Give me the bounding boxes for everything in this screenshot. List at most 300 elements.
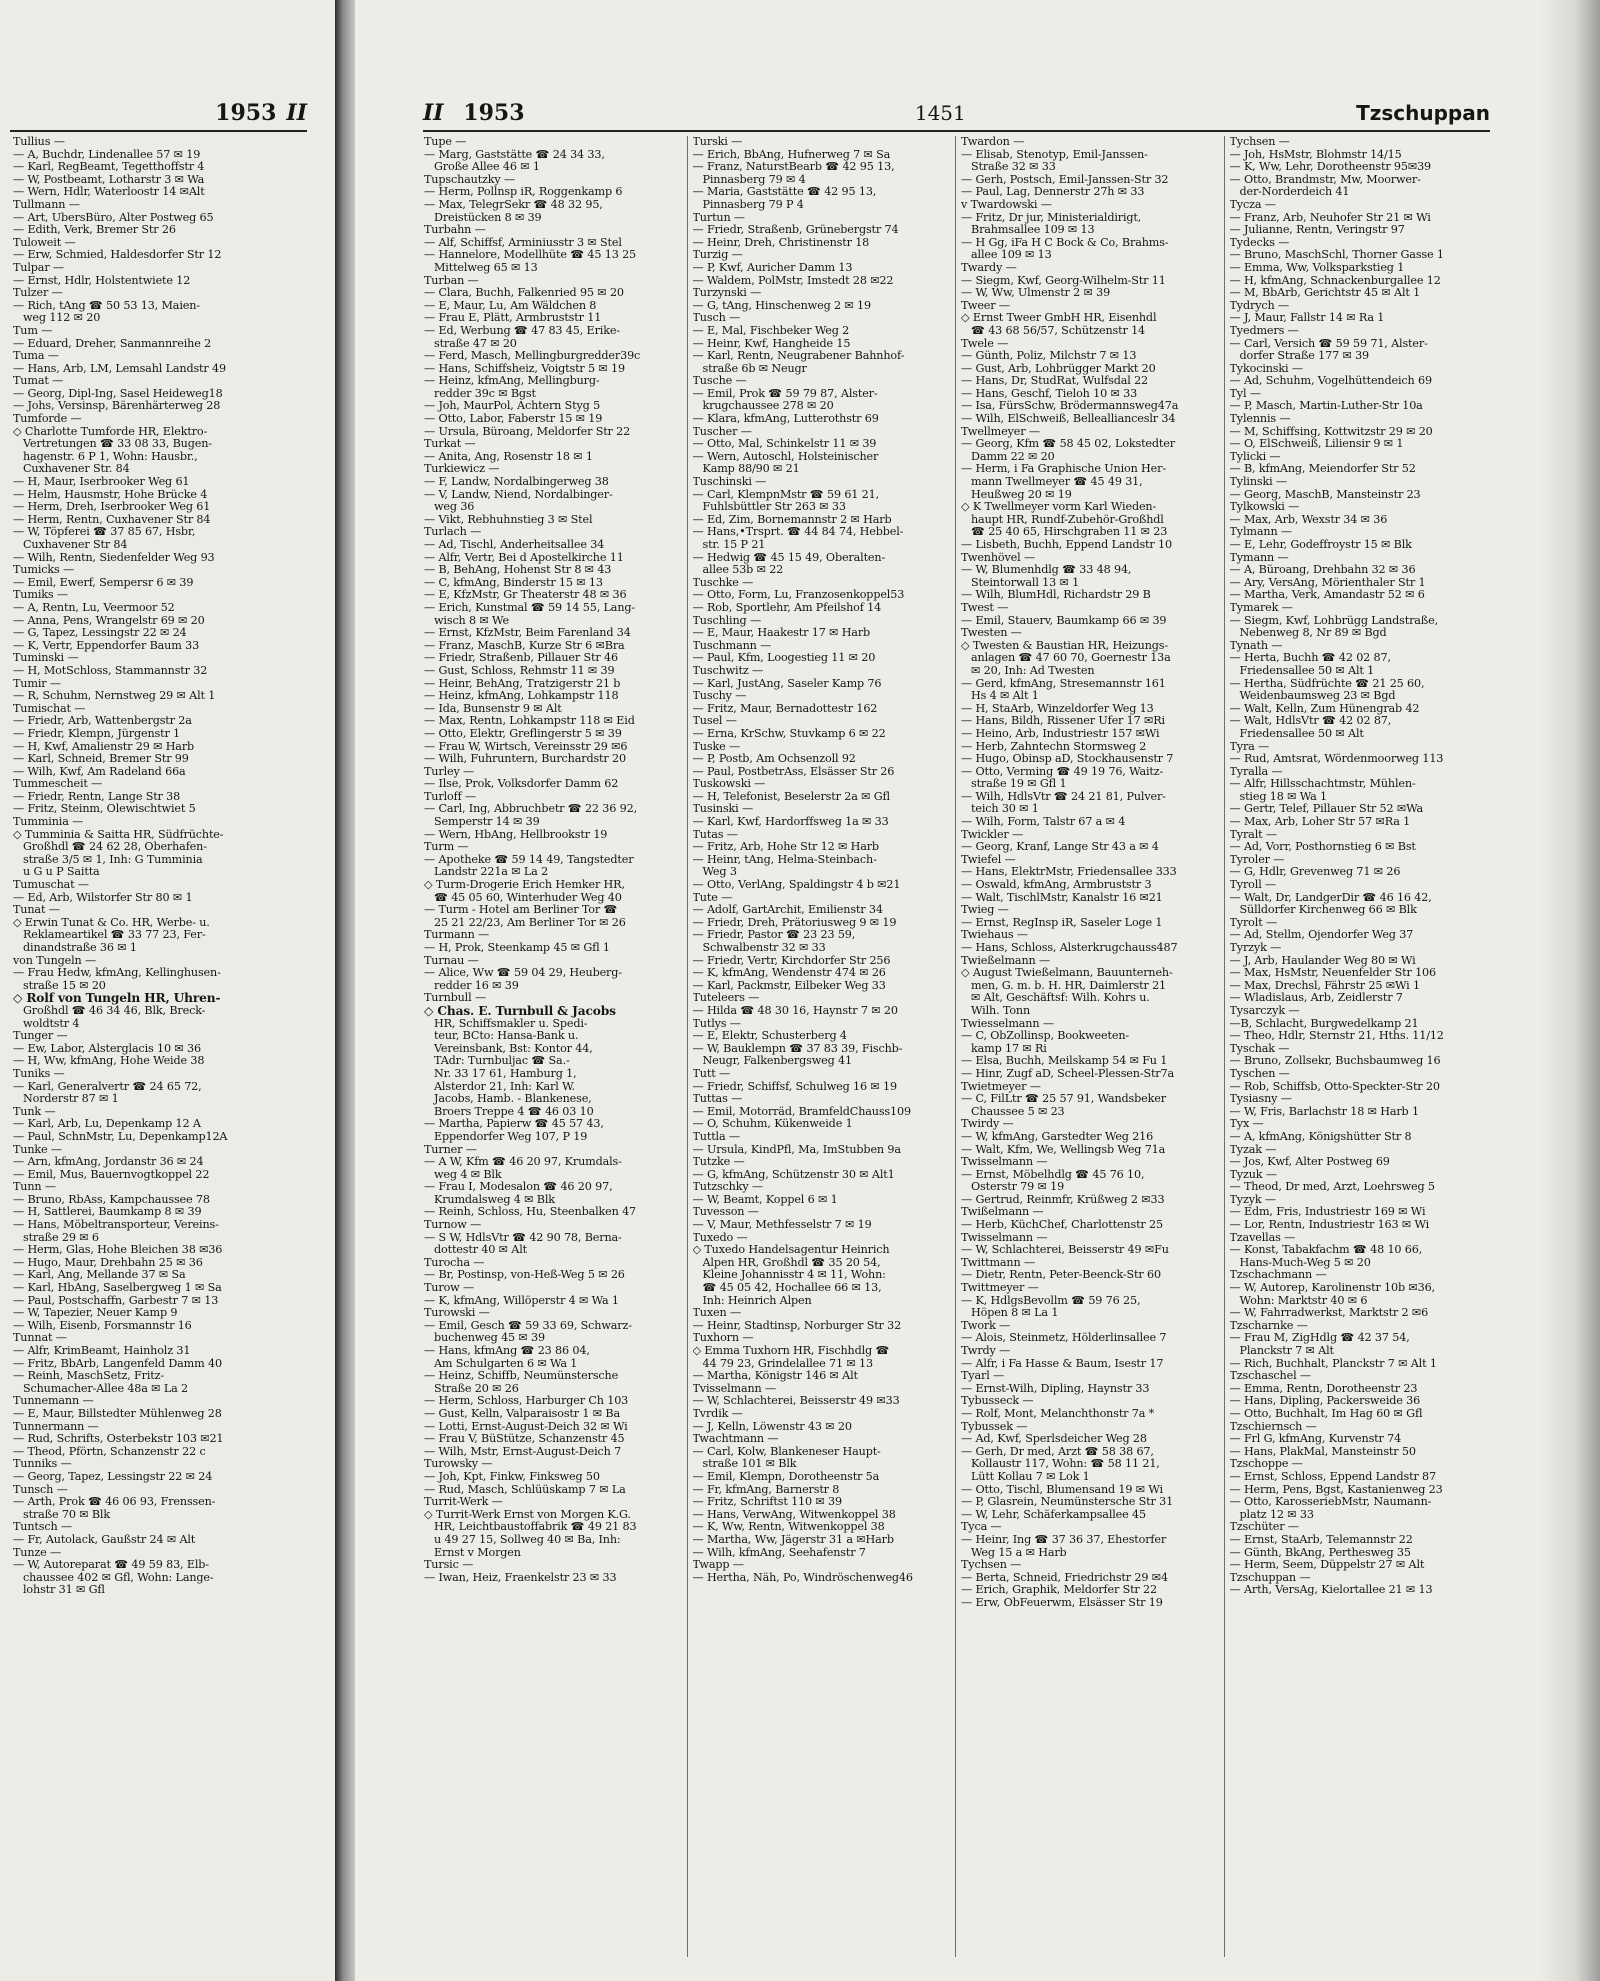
directory-entry-line: — Karl, Packmstr, Eilbeker Weg 33	[692, 979, 886, 992]
directory-entry-line: ◇ Turm-Drogerie Erich Hemker HR,	[424, 879, 625, 892]
directory-entry-line: — Ad, Vorr, Posthornstieg 6 ✉ Bst	[1229, 841, 1416, 854]
directory-entry-line: — Hertha, Näh, Po, Windröschenweg46	[692, 1571, 913, 1584]
directory-entry-line: — Günth, BkAng, Perthesweg 35	[1229, 1546, 1411, 1559]
surname-heading: Tuxhorn —	[692, 1332, 754, 1345]
directory-entry-line: — Wilh, Mstr, Ernst-August-Deich 7	[424, 1445, 622, 1458]
directory-entry-line: Kleine Johannisstr 4 ✉ 11, Wohn:	[702, 1269, 886, 1282]
directory-entry-line: — Paul, Lag, Dennerstr 27h ✉ 33	[961, 186, 1145, 199]
directory-entry-line: Broers Treppe 4 ☎ 46 03 10	[434, 1105, 594, 1118]
directory-entry-line: — Arn, kfmAng, Jordanstr 36 ✉ 24	[13, 1156, 204, 1169]
directory-entry-line: ◇ Chas. E. Turnbull & Jacobs	[424, 1004, 616, 1018]
directory-entry-line: — Wilh, BlumHdl, Richardstr 29 B	[961, 589, 1151, 602]
directory-entry-line: — Friedr, Rentn, Lange Str 38	[13, 790, 181, 803]
directory-entry-line: Nebenweg 8, Nr 89 ✉ Bgd	[1239, 627, 1387, 640]
surname-heading: Tuschy —	[692, 690, 747, 703]
directory-entry-line: Weg 3	[702, 866, 737, 879]
directory-entry-line: — Carl, KlempnMstr ☎ 59 61 21,	[692, 488, 880, 501]
directory-entry-line: — Heino, Arb, Industriestr 157 ✉Wi	[961, 727, 1160, 740]
surname-heading: Tuschke —	[692, 576, 754, 589]
directory-entry-line: Schumacher-Allee 48a ✉ La 2	[23, 1382, 188, 1395]
directory-entry-line: — Franz, MaschB, Kurze Str 6 ✉Bra	[424, 639, 625, 652]
directory-entry-line: Große Allee 46 ✉ 1	[434, 161, 540, 174]
directory-entry-line: — Edith, Verk, Bremer Str 26	[13, 224, 176, 237]
directory-entry-line: — Günth, Poliz, Milchstr 7 ✉ 13	[961, 350, 1137, 363]
directory-entry-line: weg 36	[434, 501, 475, 514]
directory-entry-line: — H, MotSchloss, Stammannstr 32	[13, 664, 208, 677]
directory-column	[419, 136, 688, 1957]
directory-entry-line: — Klara, kfmAng, Lutterothstr 69	[692, 413, 879, 426]
directory-entry-line: — Georg, Kfm ☎ 58 45 02, Lokstedter	[961, 438, 1175, 451]
directory-entry-line: straße 19 ✉ Gfl 1	[971, 778, 1067, 791]
surname-heading: Tyzuk —	[1229, 1168, 1277, 1181]
surname-heading: Tupschautzky —	[424, 173, 516, 186]
directory-entry-line: — W, kfmAng, Garstedter Weg 216	[961, 1130, 1154, 1143]
surname-heading: Tuxen —	[692, 1307, 741, 1320]
surname-heading: Twesten —	[961, 627, 1022, 640]
directory-entry-line: — Karl, RegBeamt, Tegetthoffstr 4	[13, 161, 205, 174]
surname-heading: Turlach —	[424, 526, 482, 539]
surname-heading: Tunk —	[13, 1105, 56, 1118]
directory-entry-line: — Erich, Kunstmal ☎ 59 14 55, Lang-	[424, 601, 636, 614]
surname-heading: Tylennis —	[1229, 413, 1291, 426]
directory-entry-line: — H, kfmAng, Schnackenburgallee 12	[1229, 274, 1441, 287]
directory-entry-line: — Ursula, Büroang, Meldorfer Str 22	[424, 425, 631, 438]
directory-entry-line: Mittelweg 65 ✉ 13	[434, 261, 538, 274]
directory-entry-line: — Friedr, Straßenb, Grünebergstr 74	[692, 224, 899, 237]
directory-entry-line: — Apotheke ☎ 59 14 49, Tangstedter	[424, 853, 634, 866]
directory-entry-line: — F, Landw, Nordalbingerweg 38	[424, 476, 609, 489]
directory-entry-line: — Otto, Mal, Schinkelstr 11 ✉ 39	[692, 438, 877, 451]
directory-entry-line: — Walt, HdlsVtr ☎ 42 02 87,	[1229, 715, 1392, 728]
directory-entry-line: — W, Schlachterei, Beisserstr 49 ✉Fu	[961, 1244, 1169, 1257]
directory-entry-line: — Alfr, Vertr, Bei d Apostelkirche 11	[424, 551, 624, 564]
directory-entry-line: Friedensallee 50 ✉ Alt 1	[1239, 664, 1375, 677]
right-header-year: 1953	[463, 100, 525, 126]
directory-entry-line: — Hans, Schiffsheiz, Voigtstr 5 ✉ 19	[424, 362, 625, 375]
directory-entry-line: — Rob, Schiffsb, Otto-Speckter-Str 20	[1229, 1080, 1440, 1093]
guide-word: Tzschuppan	[1356, 101, 1490, 125]
directory-entry-line: — O, ElSchweiß, Liliensir 9 ✉ 1	[1229, 438, 1404, 451]
directory-entry-line: straße 6b ✉ Neugr	[702, 362, 807, 375]
surname-heading: Turow —	[424, 1282, 475, 1295]
directory-entry-line: ◇ Charlotte Tumforde HR, Elektro-	[13, 425, 208, 438]
directory-entry-line: — Friedr, Arb, Wattenbergstr 2a	[13, 715, 192, 728]
directory-entry-line: — W, Postbeamt, Lotharstr 3 ✉ Wa	[13, 173, 205, 186]
surname-heading: Tumuschat —	[13, 879, 89, 892]
surname-heading: Twardon —	[961, 136, 1025, 148]
directory-entry-line: ◇ Emma Tuxhorn HR, Fischhdlg ☎	[692, 1345, 890, 1357]
directory-entry-line: — A, Rentn, Lu, Veermoor 52	[13, 601, 175, 614]
directory-entry-line: — Max, TelegrSekr ☎ 48 32 95,	[424, 198, 603, 211]
surname-heading: Tyzyk —	[1229, 1193, 1276, 1206]
directory-entry-line: — Carl, Kolw, Blankeneser Haupt-	[692, 1445, 881, 1458]
directory-entry-line: — Anna, Pens, Wrangelstr 69 ✉ 20	[13, 614, 205, 627]
surname-heading: Tutt —	[692, 1067, 731, 1080]
surname-heading: Tuscher —	[692, 425, 752, 438]
directory-entry-line: — Otto, Elektr, Greflingerstr 5 ✉ 39	[424, 727, 622, 740]
directory-entry-line: — H, StaArb, Winzeldorfer Weg 13	[961, 702, 1154, 715]
directory-entry-line: — Walt, Dr, LandgerDir ☎ 46 16 42,	[1229, 891, 1432, 904]
surname-heading: Turbahn —	[424, 224, 486, 237]
directory-entry-line: straße 29 ✉ 6	[23, 1231, 99, 1244]
directory-entry-line: — Adolf, GartArchit, Emilienstr 34	[692, 904, 883, 917]
directory-entry-line: — Lotti, Ernst-August-Deich 32 ✉ Wi	[424, 1420, 628, 1433]
directory-entry-line: — A, Buchdr, Lindenallee 57 ✉ 19	[13, 148, 201, 161]
directory-entry-line: — Theo, Hdlr, Sternstr 21, Hths. 11/12	[1229, 1030, 1444, 1043]
surname-heading: Tzavellas —	[1229, 1231, 1296, 1244]
directory-entry-line: Fuhlsbüttler Str 263 ✉ 33	[702, 501, 846, 514]
surname-heading: Tuteleers —	[692, 992, 760, 1005]
directory-entry-line: — Karl, Kwf, Hardorffsweg 1a ✉ 33	[692, 816, 889, 829]
directory-entry-line: — Franz, NaturstBearb ☎ 42 95 13,	[692, 161, 895, 174]
directory-entry-line: ☎ 43 68 56/57, Schützenstr 14	[971, 324, 1146, 337]
surname-heading: Tylicki —	[1229, 450, 1281, 463]
surname-heading: Tunsch —	[13, 1483, 68, 1496]
directory-entry-line: — Edm, Fris, Industriestr 169 ✉ Wi	[1229, 1206, 1426, 1219]
surname-heading: Turzig —	[692, 249, 743, 262]
directory-entry-line: 25 21 22/23, Am Berliner Tor ✉ 26	[434, 916, 626, 929]
directory-entry-line: — Hugo, Maur, Drehbahn 25 ✉ 36	[13, 1256, 203, 1269]
directory-entry-line: Wilh. Tonn	[971, 1004, 1031, 1017]
directory-entry-line: — Waldem, PolMstr, Imstedt 28 ✉22	[692, 274, 894, 287]
directory-entry-line: chaussee 402 ✉ Gfl, Wohn: Lange-	[23, 1571, 214, 1584]
directory-entry-line: — Otto, Buchhalt, Im Hag 60 ✉ Gfl	[1229, 1407, 1423, 1420]
directory-entry-line: — Heinz, kfmAng, Lohkampstr 118	[424, 690, 619, 703]
directory-entry-line: Damm 22 ✉ 20	[971, 450, 1055, 463]
surname-heading: Turnau —	[424, 954, 479, 967]
directory-entry-line: — Karl, Schneid, Bremer Str 99	[13, 753, 189, 766]
surname-heading: Tyroler —	[1229, 853, 1285, 866]
directory-entry-line: — B, BehAng, Hohenst Str 8 ✉ 43	[424, 564, 612, 577]
surname-heading: Tusche —	[692, 375, 747, 388]
surname-heading: Tuntsch —	[13, 1521, 72, 1534]
surname-heading: Tycza —	[1229, 198, 1276, 211]
directory-entry-line: — J, Kelln, Löwenstr 43 ✉ 20	[692, 1420, 852, 1433]
surname-heading: Tumforde —	[13, 413, 82, 426]
directory-entry-line: — Emil, Stauerv, Baumkamp 66 ✉ 39	[961, 614, 1167, 627]
directory-entry-line: — Alfr, i Fa Hasse & Baum, Isestr 17	[961, 1357, 1164, 1370]
directory-entry-line: Sülldorfer Kirchenweg 66 ✉ Blk	[1239, 904, 1417, 917]
surname-heading: Tusch —	[692, 312, 741, 325]
directory-entry-line: ◇ Tumminia & Saitta HR, Südfrüchte-	[13, 828, 224, 841]
directory-entry-line: Weg 15 a ✉ Harb	[971, 1546, 1067, 1559]
surname-heading: Twork —	[961, 1319, 1011, 1332]
directory-entry-line: — Siegm, Kwf, Lohbrügg Landstraße,	[1229, 614, 1439, 627]
directory-entry-line: ◇ Twesten & Baustian HR, Heizungs-	[961, 639, 1169, 652]
directory-entry-line: — Otto, Labor, Faberstr 15 ✉ 19	[424, 413, 603, 426]
directory-entry-line: Hans-Much-Weg 5 ✉ 20	[1239, 1256, 1371, 1269]
surname-heading: Twisselmann —	[961, 1231, 1048, 1244]
directory-entry-line: — Clara, Buchh, Falkenried 95 ✉ 20	[424, 287, 624, 300]
directory-entry-line: — Wern, Autoschl, Holsteinischer	[692, 450, 879, 463]
directory-entry-line: — Herta, Buchh ☎ 42 02 87,	[1229, 652, 1391, 665]
surname-heading: Twellmeyer —	[961, 425, 1040, 438]
surname-heading: Tunnat —	[13, 1332, 67, 1345]
left-header-year: 1953	[215, 100, 277, 126]
surname-heading: Turowsky —	[424, 1458, 493, 1471]
directory-entry-line: — Herb, KüchChef, Charlottenstr 25	[961, 1219, 1163, 1232]
directory-entry-line: weg 4 ✉ Blk	[434, 1168, 502, 1181]
directory-entry-line: — Hannelore, Modellhüte ☎ 45 13 25	[424, 249, 637, 262]
directory-entry-line: — H, Sattlerei, Baumkamp 8 ✉ 39	[13, 1206, 202, 1219]
directory-entry-line: — Georg, Dipl-Ing, Sasel Heideweg18	[13, 387, 223, 400]
directory-entry-line: — Herm, Pollnsp iR, Roggenkamp 6	[424, 186, 623, 199]
directory-entry-line: Alsterdor 21, Inh: Karl W.	[434, 1080, 575, 1093]
directory-entry-line: — G, Tapez, Lessingstr 22 ✉ 24	[13, 627, 187, 640]
surname-heading: Tuschmann —	[692, 639, 772, 652]
directory-entry-line: allee 53b ✉ 22	[702, 564, 784, 577]
directory-entry-line: — Bruno, Zollsekr, Buchsbaumweg 16	[1229, 1055, 1441, 1068]
directory-entry-line: Großhdl ☎ 46 34 46, Blk, Breck-	[23, 1004, 206, 1017]
surname-heading: Tweer —	[961, 299, 1010, 312]
directory-entry-line: — Ad, Kwf, Sperlsdeicher Weg 28	[961, 1433, 1147, 1446]
directory-entry-line: Neugr, Falkenbergsweg 41	[702, 1055, 852, 1068]
surname-heading: Tunniks —	[13, 1458, 72, 1471]
directory-entry-line: ✉ 20, Inh: Ad Twesten	[971, 664, 1095, 677]
directory-entry-line: — Max, Rentn, Lohkampstr 118 ✉ Eid	[424, 715, 635, 728]
directory-entry-line: — P, Kwf, Auricher Damm 13	[692, 261, 853, 274]
directory-entry-line: straße 3/5 ✉ 1, Inh: G Tumminia	[23, 853, 203, 866]
surname-heading: Tzschoppe —	[1229, 1458, 1303, 1471]
surname-heading: Tynath —	[1229, 639, 1283, 652]
directory-entry-line: — Lor, Rentn, Industriestr 163 ✉ Wi	[1229, 1219, 1430, 1232]
directory-entry-line: — Wilh, ElSchweiß, Belleallianceslr 34	[961, 413, 1176, 426]
surname-heading: Twirdy —	[961, 1118, 1014, 1131]
directory-entry-line: — Herm, i Fa Graphische Union Her-	[961, 463, 1166, 476]
surname-heading: Tullmann —	[13, 198, 80, 211]
directory-entry-line: Großhdl ☎ 24 62 28, Oberhafen-	[23, 841, 207, 854]
surname-heading: Tullius —	[13, 136, 65, 148]
surname-heading: Tuloweit —	[13, 236, 76, 249]
directory-entry-line: Osterstr 79 ✉ 19	[971, 1181, 1065, 1194]
surname-heading: Tyarl —	[961, 1370, 1005, 1383]
directory-entry-line: Vereinsbank, Bst: Kontor 44,	[434, 1042, 593, 1055]
directory-entry-line: Landstr 221a ✉ La 2	[434, 866, 549, 879]
directory-entry-line: ◇ Erwin Tunat & Co. HR, Werbe- u.	[13, 916, 210, 929]
directory-entry-line: — Heinz, kfmAng, Mellingburg-	[424, 375, 600, 388]
directory-entry-line: — Fr, kfmAng, Barnerstr 8	[692, 1483, 840, 1496]
surname-heading: Turtun —	[692, 211, 745, 224]
directory-entry-line: u G u P Saitta	[23, 866, 100, 879]
right-page	[355, 0, 1600, 1981]
surname-heading: Tzschiernsch —	[1229, 1420, 1317, 1433]
surname-heading: Tuske —	[692, 740, 741, 753]
directory-entry-line: — Alf, Schiffsf, Arminiusstr 3 ✉ Stel	[424, 236, 622, 249]
directory-entry-line: — Turm - Hotel am Berliner Tor ☎	[424, 904, 618, 917]
surname-heading: Tusel —	[692, 715, 737, 728]
directory-entry-line: — Ursula, KindPfl, Ma, ImStubben 9a	[692, 1143, 901, 1156]
directory-entry-line: — C, kfmAng, Binderstr 15 ✉ 13	[424, 576, 603, 589]
directory-entry-line: —B, Schlacht, Burgwedelkamp 21	[1229, 1017, 1419, 1030]
surname-heading: Tum —	[13, 324, 53, 337]
directory-entry-line: — W, Schlachterei, Beisserstr 49 ✉33	[692, 1395, 900, 1408]
surname-heading: Turrit-Werk —	[424, 1496, 503, 1509]
directory-entry-line: Kollaustr 117, Wohn: ☎ 58 11 21,	[971, 1458, 1160, 1471]
surname-heading: Tumiks —	[13, 589, 68, 602]
surname-heading: Tumicks —	[13, 564, 75, 577]
directory-column	[688, 136, 957, 1957]
directory-entry-line: — Theod, Dr med, Arzt, Loehrsweg 5	[1229, 1181, 1435, 1194]
surname-heading: Tunat —	[13, 904, 60, 917]
directory-entry-line: — Ad, Stellm, Ojendorfer Weg 37	[1229, 929, 1414, 942]
directory-entry-line: — P, Postb, Am Ochsenzoll 92	[692, 753, 856, 766]
directory-entry-line: — Arth, VersAg, Kielortallee 21 ✉ 13	[1229, 1584, 1433, 1597]
directory-entry-line: — Ed, Werbung ☎ 47 83 45, Erike-	[424, 324, 620, 337]
surname-heading: Tummescheit —	[13, 778, 103, 791]
directory-entry-line: — Reinh, MaschSetz, Fritz-	[13, 1370, 164, 1383]
directory-entry-line: — Friedr, Klempn, Jürgenstr 1	[13, 727, 181, 740]
directory-entry-line: platz 12 ✉ 33	[1239, 1508, 1314, 1521]
directory-entry-line: Straße 32 ✉ 33	[971, 161, 1056, 174]
directory-entry-line: u 49 27 15, Sollweg 40 ✉ Ba, Inh:	[434, 1533, 621, 1546]
surname-heading: Tumischat —	[13, 702, 86, 715]
directory-entry-line: — W, Lehr, Schäferkampsallee 45	[961, 1508, 1146, 1521]
directory-entry-line: str. 15 P 21	[702, 539, 766, 551]
directory-entry-line: — Franz, Arb, Neuhofer Str 21 ✉ Wi	[1229, 211, 1431, 224]
surname-heading: Tyroll —	[1229, 879, 1277, 892]
surname-heading: von Tungeln —	[13, 954, 97, 967]
surname-heading: Turocha —	[424, 1256, 485, 1269]
directory-entry-line: — Karl, HbAng, Saselbergweg 1 ✉ Sa	[13, 1282, 222, 1295]
directory-entry-line: — Friedr, Pastor ☎ 23 23 59,	[692, 929, 856, 942]
directory-entry-line: — Herm, Schloss, Harburger Ch 103	[424, 1395, 629, 1408]
directory-entry-line: — Frl G, kfmAng, Kurvenstr 74	[1229, 1433, 1402, 1446]
directory-entry-line: — P, Glasrein, Neumünstersche Str 31	[961, 1496, 1174, 1509]
directory-entry-line: Alpen HR, Großhdl ☎ 35 20 54,	[702, 1256, 881, 1269]
directory-entry-line: — H, Prok, Steenkamp 45 ✉ Gfl 1	[424, 942, 610, 954]
directory-entry-line: — O, Schuhm, Kükenweide 1	[692, 1118, 853, 1131]
directory-entry-line: Krumdalsweg 4 ✉ Blk	[434, 1193, 555, 1206]
directory-entry-line: — Fritz, BbArb, Langenfeld Damm 40	[13, 1357, 222, 1370]
directory-entry-line: Reklameartikel ☎ 33 77 23, Fer-	[23, 929, 206, 942]
directory-entry-line: — Ernst, RegInsp iR, Saseler Loge 1	[961, 916, 1163, 929]
directory-entry-line: — Hinr, Zugf aD, Scheel-Plessen-Str7a	[961, 1067, 1174, 1080]
surname-heading: Tunger —	[13, 1030, 68, 1043]
directory-entry-line: — W, Bauklempn ☎ 37 83 39, Fischb-	[692, 1042, 903, 1055]
surname-heading: Tzschachmann —	[1229, 1269, 1327, 1282]
surname-heading: Twisselmann —	[961, 1156, 1048, 1169]
directory-entry-line: — Max, Drechsl, Fährstr 25 ✉Wi 1	[1229, 979, 1420, 992]
directory-entry-line: — Martha, Papierw ☎ 45 57 43,	[424, 1118, 604, 1131]
directory-entry-line: — H, Telefonist, Beselerstr 2a ✉ Gfl	[692, 790, 890, 803]
directory-entry-line: — G, tAng, Hinschenweg 2 ✉ 19	[692, 299, 871, 312]
directory-entry-line: — Georg, Kranf, Lange Str 43 a ✉ 4	[961, 841, 1159, 854]
directory-entry-line: wisch 8 ✉ We	[434, 614, 509, 627]
directory-entry-line: — Rud, Schrifts, Osterbekstr 103 ✉21	[13, 1433, 224, 1446]
directory-entry-line: — Oswald, kfmAng, Armbruststr 3	[961, 879, 1152, 892]
directory-entry-line: — Herb, Zahntechn Stormsweg 2	[961, 740, 1147, 753]
directory-entry-line: 44 79 23, Grindelallee 71 ✉ 13	[702, 1357, 873, 1370]
directory-entry-line: — P, Masch, Martin-Luther-Str 10a	[1229, 400, 1423, 413]
directory-entry-line: — Hans, Geschf, Tieloh 10 ✉ 33	[961, 387, 1138, 400]
surname-heading: Turkiewicz —	[424, 463, 500, 476]
directory-entry-line: redder 39c ✉ Bgst	[434, 387, 536, 400]
surname-heading: Tyschen —	[1229, 1067, 1290, 1080]
directory-entry-line: Höpen 8 ✉ La 1	[971, 1307, 1059, 1320]
surname-heading: Turloff —	[424, 790, 477, 803]
directory-entry-line: Inh: Heinrich Alpen	[702, 1294, 812, 1307]
surname-heading: Tute —	[692, 891, 733, 904]
directory-entry-line: TAdr: Turnbuljac ☎ Sa.-	[434, 1055, 570, 1068]
surname-heading: Twickler —	[961, 828, 1024, 841]
directory-entry-line: — Joh, HsMstr, Blohmstr 14/15	[1229, 148, 1402, 161]
directory-entry-line: — Frau V, BüStütze, Schanzenstr 45	[424, 1433, 625, 1446]
directory-entry-line: — G, kfmAng, Schützenstr 30 ✉ Alt1	[692, 1168, 895, 1181]
directory-entry-line: — C, ObZollinsp, Bookweeten-	[961, 1030, 1130, 1043]
directory-entry-line: — A, kfmAng, Königshütter Str 8	[1229, 1130, 1412, 1143]
surname-heading: Turowski —	[424, 1307, 490, 1320]
directory-entry-line: lohstr 31 ✉ Gfl	[23, 1584, 105, 1597]
directory-column	[956, 136, 1225, 1957]
surname-heading: Tupe —	[424, 136, 467, 148]
directory-entry-line: — Wilh, kfmAng, Seehafenstr 7	[692, 1546, 866, 1559]
directory-entry-line: — Ernst, Schloss, Eppend Landstr 87	[1229, 1470, 1436, 1483]
directory-entry-line: — Otto, Form, Lu, Franzosenkoppel53	[692, 589, 905, 602]
directory-entry-line: — Isa, FürsSchw, Brödermannsweg47a	[961, 400, 1179, 413]
surname-heading: Tyca —	[961, 1521, 1002, 1534]
directory-entry-line: — Elisab, Stenotyp, Emil-Janssen-	[961, 148, 1148, 161]
directory-entry-line: — Alois, Steinmetz, Hölderlinsallee 7	[961, 1332, 1167, 1345]
directory-entry-line: Friedensallee 50 ✉ Alt	[1239, 727, 1364, 740]
directory-entry-line: — Ed, Zim, Bornemannstr 2 ✉ Harb	[692, 513, 892, 526]
surname-heading: Tyralt —	[1229, 828, 1277, 841]
directory-entry-line: — Eduard, Dreher, Sanmannreihe 2	[13, 337, 212, 350]
surname-heading: Twittmeyer —	[961, 1282, 1039, 1295]
directory-entry-line: ◇ Turrit-Werk Ernst von Morgen K.G.	[424, 1508, 631, 1521]
directory-entry-line: — Heinr, BehAng, Tratzigerstr 21 b	[424, 677, 621, 690]
surname-heading: Tuschinski —	[692, 476, 767, 489]
directory-entry-line: — Rolf, Mont, Melanchthonstr 7a *	[961, 1407, 1155, 1420]
directory-entry-line: — Karl, JustAng, Saseler Kamp 76	[692, 677, 882, 690]
directory-entry-line: — W, Töpferei ☎ 37 85 67, Hsbr,	[13, 526, 196, 539]
directory-entry-line: — Ew, Labor, Alsterglacis 10 ✉ 36	[13, 1042, 201, 1055]
directory-entry-line: — Wern, HbAng, Hellbrookstr 19	[424, 828, 608, 841]
directory-entry-line: krugchaussee 278 ✉ 20	[702, 400, 834, 413]
directory-entry-line: — C, FilLtr ☎ 25 57 91, Wandsbeker	[961, 1093, 1166, 1106]
directory-entry-line: — Hedwig ☎ 45 15 49, Oberalten-	[692, 551, 886, 564]
directory-entry-line: — Martha, Verk, Amandastr 52 ✉ 6	[1229, 589, 1425, 602]
directory-entry-line: — W, Autoreparat ☎ 49 59 83, Elb-	[13, 1559, 209, 1572]
directory-entry-line: — E, Maur, Haakestr 17 ✉ Harb	[692, 627, 871, 640]
directory-entry-line: — K, kfmAng, Willöperstr 4 ✉ Wa 1	[424, 1294, 619, 1307]
directory-column	[8, 136, 315, 1957]
directory-entry-line: — Ernst, Hdlr, Holstentwiete 12	[13, 274, 191, 287]
left-page-header	[10, 96, 307, 132]
surname-heading: Twieg —	[961, 904, 1009, 917]
directory-entry-line: kamp 17 ✉ Ri	[971, 1042, 1047, 1055]
directory-entry-line: — R, Schuhm, Nernstweg 29 ✉ Alt 1	[13, 690, 216, 703]
directory-entry-line: anlagen ☎ 47 60 70, Goernestr 13a	[971, 652, 1171, 665]
directory-entry-line: Chaussee 5 ✉ 23	[971, 1105, 1065, 1118]
directory-entry-line: — Art, ÜbersBüro, Alter Postweg 65	[13, 211, 214, 224]
directory-entry-line: Hs 4 ✉ Alt 1	[971, 690, 1039, 703]
surname-heading: Tylkowski —	[1229, 501, 1300, 514]
surname-heading: Tychsen —	[961, 1559, 1022, 1572]
surname-heading: Tyl —	[1229, 387, 1261, 400]
surname-heading: Tymann —	[1229, 551, 1289, 564]
left-header-volume: II	[286, 100, 307, 126]
directory-entry-line: Kamp 88/90 ✉ 21	[702, 463, 800, 476]
directory-entry-line: — Karl, Rentn, Neugrabener Bahnhof-	[692, 350, 905, 363]
directory-entry-line: — Fritz, Maur, Bernadottestr 162	[692, 702, 878, 715]
directory-entry-line: — Ilse, Prok, Volksdorfer Damm 62	[424, 778, 619, 791]
directory-entry-line: ◇ August Twießelmann, Bauunterneh-	[961, 967, 1173, 980]
directory-entry-line: — K, kfmAng, Wendenstr 474 ✉ 26	[692, 967, 886, 980]
book-gutter	[335, 0, 355, 1981]
directory-entry-line: Cuxhavener Str. 84	[23, 463, 130, 476]
directory-entry-line: — Otto, Tischl, Blumensand 19 ✉ Wi	[961, 1483, 1163, 1496]
directory-entry-line: teur, BCto: Hansa-Bank u.	[434, 1030, 579, 1043]
